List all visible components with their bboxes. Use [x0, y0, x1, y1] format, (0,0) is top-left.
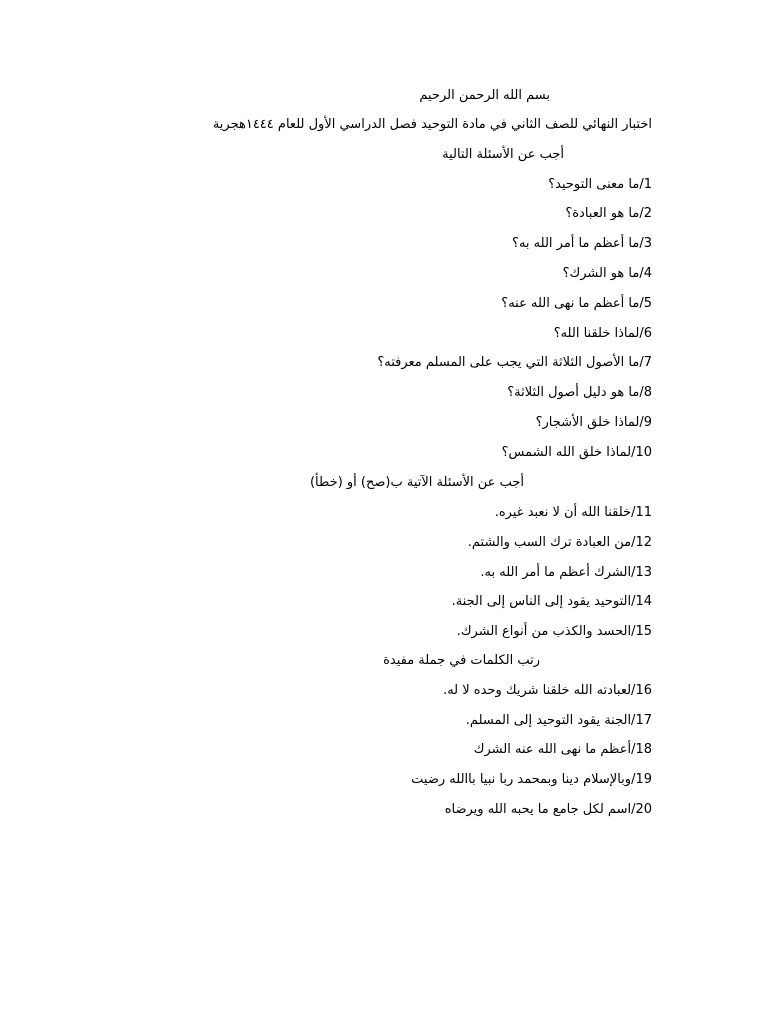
basmala: بسم الله الرحمن الرحيم: [419, 88, 550, 103]
question-8: 8/ما هو دليل أصول الثلاثة؟: [507, 385, 652, 400]
question-12: 12/من العبادة ترك السب والشتم.: [467, 535, 652, 550]
question-7: 7/ما الأصول الثلاثة التي يجب على المسلم معرفته؟: [377, 355, 652, 370]
question-9: 9/لماذا خلق الأشجار؟: [535, 415, 652, 430]
question-11: 11/خلقنا الله أن لا نعبد غيره.: [494, 505, 652, 520]
question-10: 10/لماذا خلق الله الشمس؟: [501, 445, 652, 460]
question-19: 19/وبالإسلام دينا وبمحمد ربا نبيا باالله رضيت: [411, 772, 652, 787]
question-14: 14/التوحيد يقود إلى الناس إلى الجنة.: [451, 594, 652, 609]
question-4: 4/ما هو الشرك؟: [562, 266, 652, 281]
question-18: 18/أعظم ما نهى الله عنه الشرك: [473, 742, 652, 757]
question-3: 3/ما أعظم ما أمر الله به؟: [512, 236, 652, 251]
section2-heading: أجب عن الأسئلة الآتية ب(صح) أو (خطأ): [309, 475, 524, 490]
question-17: 17/الجنة يقود التوحيد إلى المسلم.: [465, 713, 652, 728]
question-1: 1/ما معنى التوحيد؟: [548, 177, 652, 192]
question-16: 16/لعبادته الله خلقنا شريك وحده لا له.: [443, 683, 652, 698]
question-2: 2/ما هو العبادة؟: [565, 206, 652, 221]
exam-title: اختبار النهائي للصف الثاني في مادة التوحيد فصل الدراسي الأول للعام ١٤٤٤هجرية: [212, 117, 652, 132]
section3-heading: رتب الكلمات في جملة مفيدة: [383, 653, 540, 668]
question-15: 15/الحسد والكذب من أنواع الشرك.: [456, 624, 652, 639]
question-5: 5/ما أعظم ما نهى الله عنه؟: [501, 296, 652, 311]
question-20: 20/اسم لكل جامع ما يحبه الله ويرضاه: [444, 802, 652, 817]
section1-heading: أجب عن الأسئلة التالية: [442, 147, 564, 162]
question-6: 6/لماذا خلقنا الله؟: [553, 326, 652, 341]
question-13: 13/الشرك أعظم ما أمر الله به.: [480, 565, 652, 580]
